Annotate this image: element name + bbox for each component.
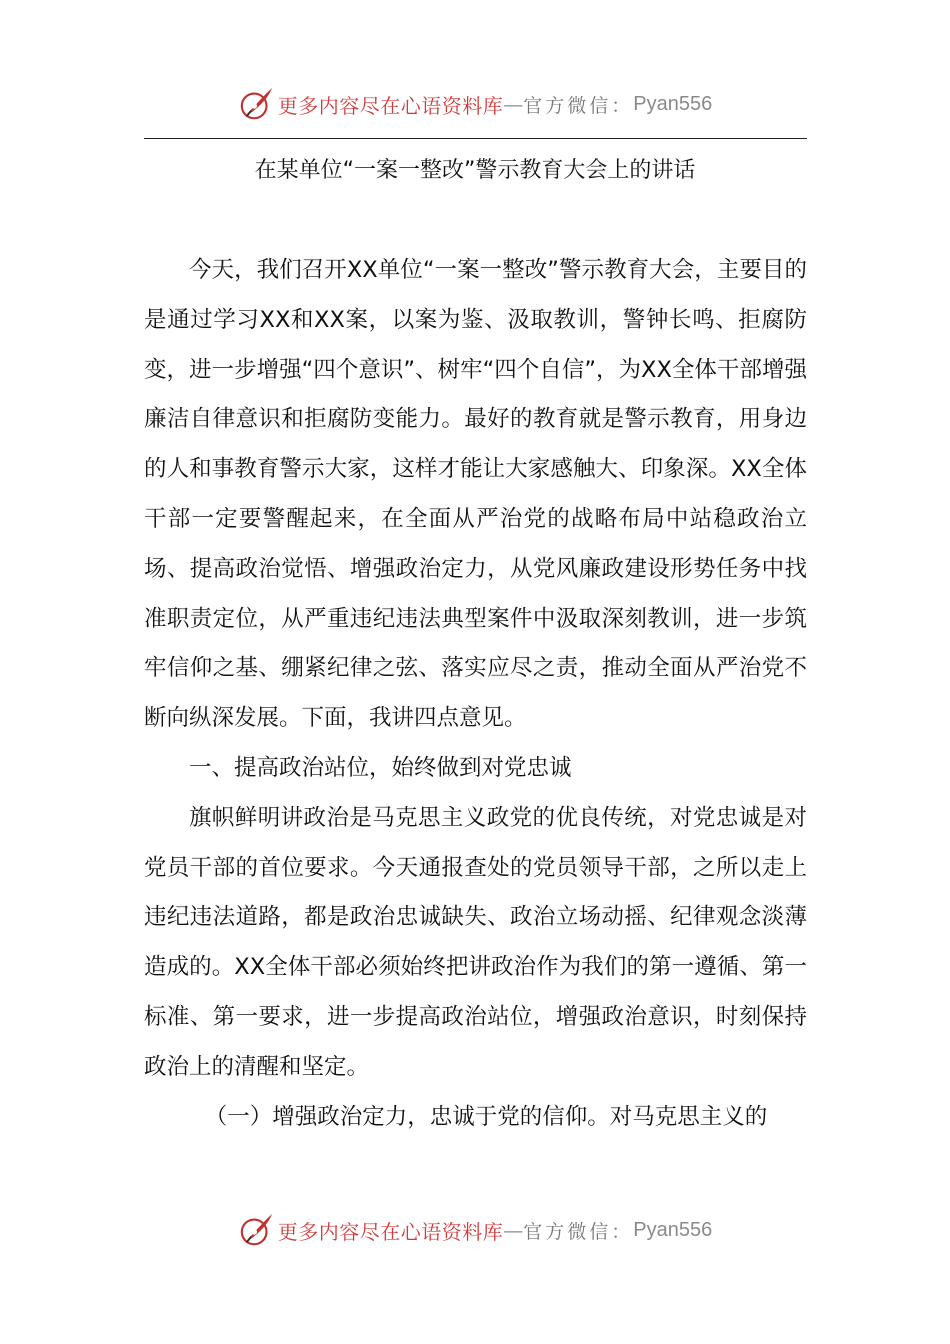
document-title: 在某单位“一案一整改”警示教育大会上的讲话 bbox=[254, 158, 696, 183]
quill-pen-icon bbox=[238, 85, 276, 123]
banner-wechat-label: 官方微信： bbox=[523, 1220, 634, 1243]
header-banner bbox=[0, 82, 950, 126]
header-divider bbox=[144, 138, 807, 139]
banner-slogan: 更多内容尽在心语资料库 bbox=[277, 1219, 504, 1244]
document-body bbox=[144, 246, 807, 1142]
banner-slogan: 更多内容尽在心语资料库 bbox=[277, 93, 504, 118]
section-heading-1: 一、提高政治站位，始终做到对党忠诚 bbox=[189, 754, 572, 781]
quill-pen-icon bbox=[238, 1211, 276, 1249]
banner-wechat-label: 官方微信： bbox=[523, 94, 634, 117]
subsection-heading-1: （一）增强政治定力，忠诚于党的信仰。对马克思主义的 bbox=[204, 1103, 768, 1130]
banner-wechat-id: Pyan556 bbox=[633, 92, 713, 115]
banner-separator: — bbox=[503, 92, 524, 116]
paragraph-section-1: 旗帜鲜明讲政治是马克思主义政党的优良传统，对党忠诚是对党员干部的首位要求。今天通报查处的党员领导干部，之所以走上违纪违法道路，都是政治忠诚缺失、政治立场动摇、纪律观念淡薄造成的。XX全体干部必须始终把讲政治作为我们的第一遵循、第一标准、第一要求，进一步提高政治站位，增强政治意识，时刻保持政治上的清醒和坚定。 bbox=[144, 804, 807, 1080]
paragraph-intro: 今天，我们召开XX单位“一案一整改”警示教育大会，主要目的是通过学习XX和XX案，以案为鉴、汲取教训，警钟长鸣、拒腐防变，进一步增强“四个意识”、树牢“四个自信”，为XX全体干部增强廉洁自律意识和拒腐防变能力。最好的教育就是警示教育，用身边的人和事教育警示大家，这样才能让大家感触大、印象深。XX全体干部一定要警醒起来，在全面从严治党的战略布局中站稳政治立场、提高政治觉悟、增强政治定力，从党风廉政建设形势任务中找准职责定位，从严重违纪违法典型案件中汲取深刻教训，进一步筑牢信仰之基、绷紧纪律之弦、落实应尽之责，推动全面从严治党不断向纵深发展。下面，我讲四点意见。 bbox=[144, 257, 807, 732]
banner-separator: — bbox=[503, 1218, 524, 1242]
banner-wechat-id: Pyan556 bbox=[633, 1218, 713, 1241]
footer-banner bbox=[0, 1208, 950, 1252]
